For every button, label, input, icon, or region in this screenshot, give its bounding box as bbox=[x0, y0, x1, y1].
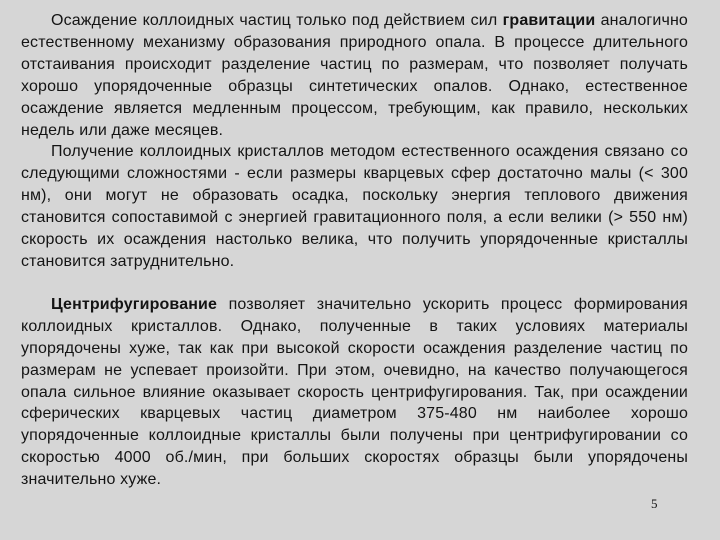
term-centrifugation: Центрифугирование bbox=[51, 295, 218, 313]
paragraph-3-text: позволяет значительно ускорить процесс формирования коллоидных кристаллов. Однако, полученные в таких условиях материалы упорядочены хуже, так как при высокой скорости осаждения разделение частиц по размерам не успевает произойти. При этом, очевидно, на качество получающегося опала сильное влияние оказывает скорость центрифугирования. Так, при осаждении сферических кварцевых частиц диаметром 375-480 нм наиболее хорошо упорядоченные коллоидные кристаллы были получены при центрифугировании со скоростью 4000 об./мин, при больших скоростях образцы были упорядочены значительно хуже. bbox=[21, 295, 688, 489]
term-gravitation: гравитации bbox=[502, 12, 596, 29]
page-number: 5 bbox=[651, 496, 658, 511]
paragraph-natural-sedimentation bbox=[21, 141, 688, 272]
paragraph-1-text-end: аналогично естественному механизму образования природного опала. В процессе длительного отстаивания происходит разделение частиц по размерам, что позволяет получать хорошо упорядоченные образцы синтетических опалов. Однако, естественное осаждение является медленным процессом, требующим, как правило, нескольких недель или даже месяцев. bbox=[21, 12, 688, 139]
paragraph-centrifugation bbox=[21, 294, 688, 491]
paragraph-gravitation bbox=[21, 10, 688, 141]
paragraph-1-text-start: Осаждение коллоидных частиц только под действием сил bbox=[51, 12, 503, 29]
paragraph-2-text: Получение коллоидных кристаллов методом естественного осаждения связано со следующими сложностями - если размеры кварцевых сфер достаточно малы (< 300 нм), они могут не образовать осадка, поскольку энергия теплового движения становится сопоставимой с энергией гравитационного поля, а если велики (> 550 нм) скорость их осаждения настолько велика, что получить упорядоченные кристаллы становится затруднительно. bbox=[21, 143, 688, 270]
